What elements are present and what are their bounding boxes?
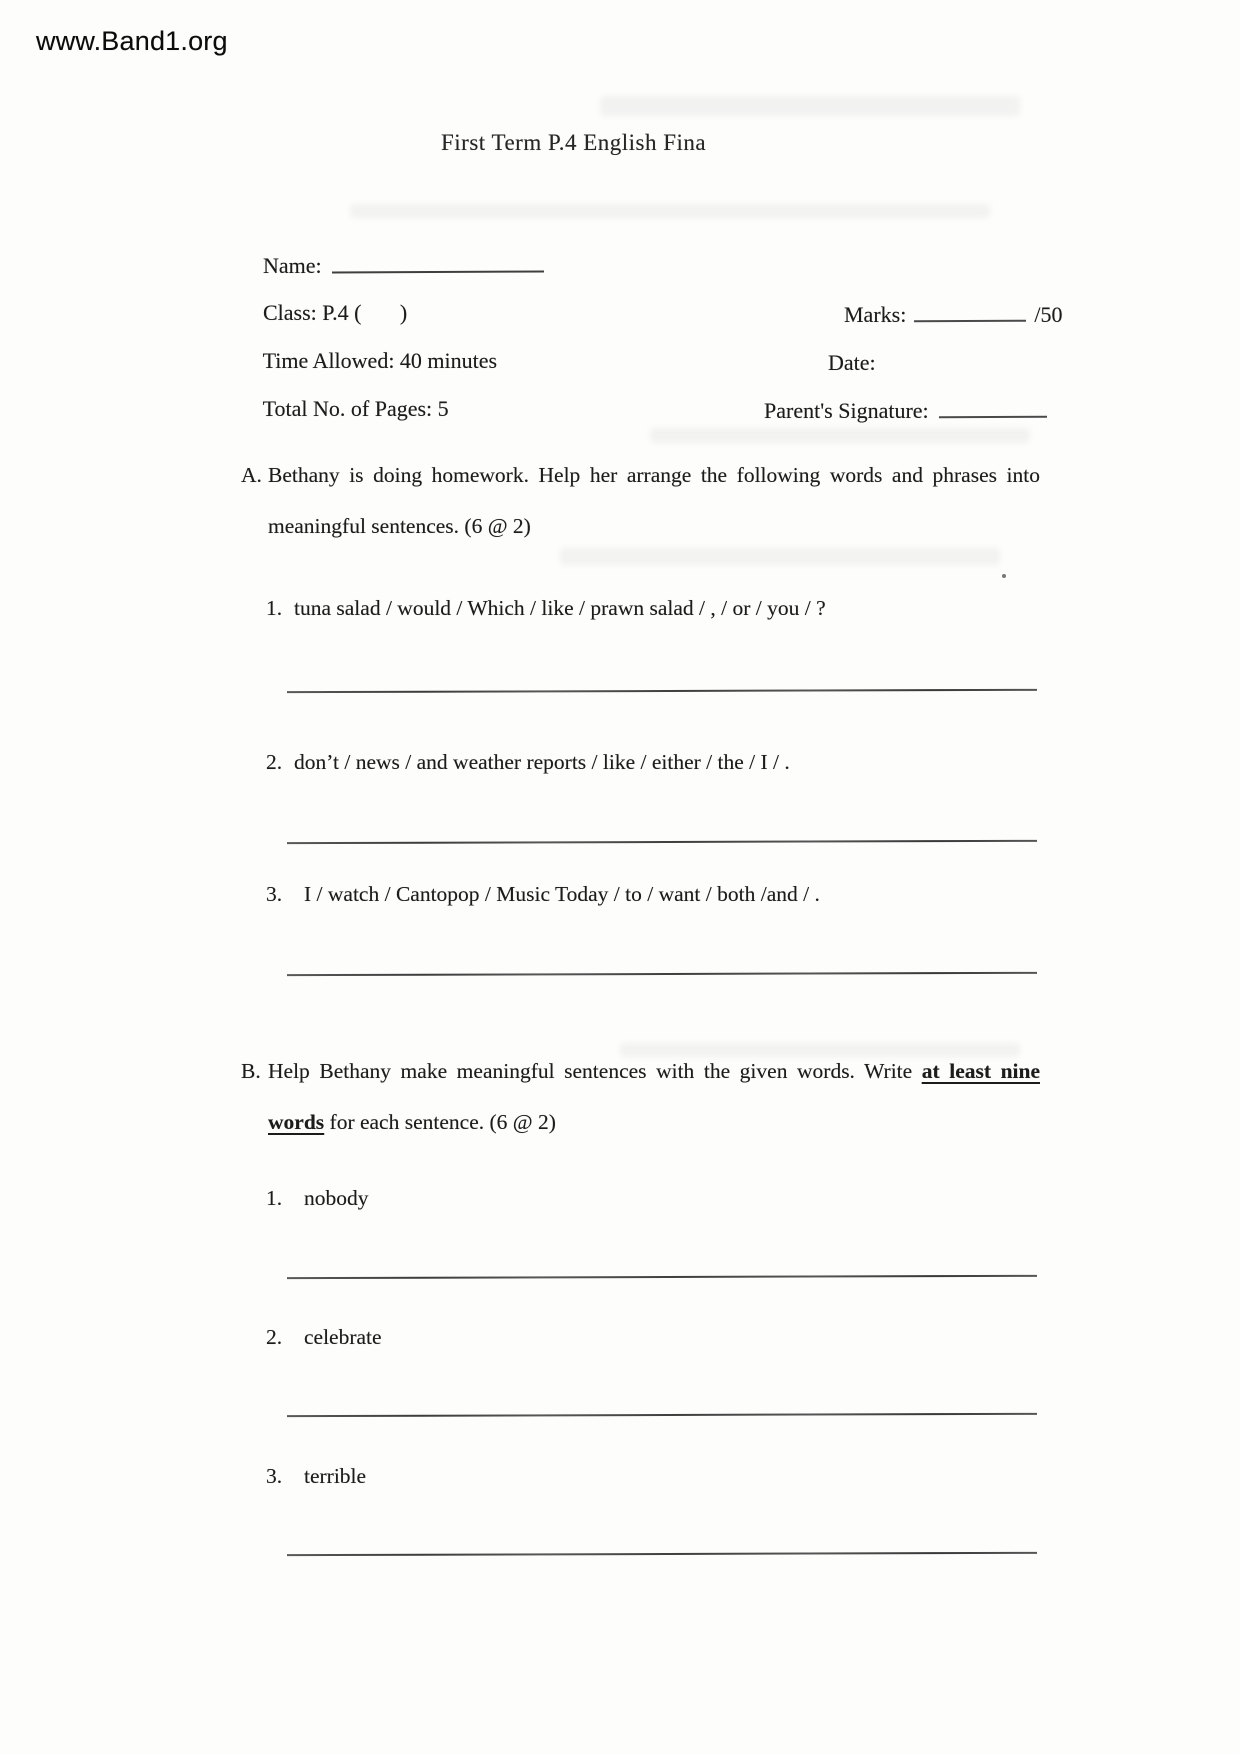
answer-line-b3 — [287, 1552, 1037, 1556]
question-a2-number: 2. — [266, 750, 283, 774]
page-title: First Term P.4 English Fina — [441, 130, 707, 155]
parent-signature-field — [742, 372, 1047, 450]
name-input-line — [332, 266, 544, 273]
question-a3-text: I / watch / Cantopop / Music Today / to / want / both /and / . — [304, 882, 820, 906]
question-b1 — [266, 1186, 369, 1211]
answer-line-b1 — [287, 1275, 1037, 1279]
section-b-instructions — [241, 1046, 1040, 1148]
section-b-instruction-before: Help Bethany make meaningful sentences with the given words. Write — [268, 1059, 922, 1083]
question-b1-number: 1. — [266, 1186, 283, 1210]
time-allowed-label: Time Allowed: 40 minutes — [262, 348, 498, 373]
parent-signature-line — [939, 412, 1047, 419]
question-a3-number: 3. — [266, 882, 283, 906]
question-b2 — [266, 1325, 382, 1350]
question-b2-number: 2. — [266, 1325, 283, 1349]
marks-input-line — [914, 316, 1026, 323]
scan-artifact — [600, 96, 1020, 116]
answer-line-a2 — [287, 840, 1037, 844]
marks-label: Marks: — [844, 302, 907, 327]
question-b1-text: nobody — [304, 1186, 369, 1210]
answer-line-b2 — [287, 1413, 1037, 1417]
date-label: Date: — [828, 350, 876, 375]
question-a2 — [266, 750, 790, 775]
class-label: Class: P.4 ( ) — [263, 300, 408, 325]
section-b-instruction-after: for each sentence. (6 @ 2) — [324, 1110, 556, 1134]
section-a-instructions — [241, 450, 1040, 552]
question-b3-text: terrible — [304, 1464, 367, 1488]
scan-artifact-dot — [1002, 574, 1006, 578]
section-b-instruction-emphasis: at least nine words — [268, 1059, 1040, 1134]
question-a1-text: tuna salad / would / Which / like / prawn salad / , / or / you / ? — [294, 596, 826, 620]
watermark-url: www.Band1.org — [36, 26, 228, 56]
total-pages-label: Total No. of Pages: 5 — [262, 396, 449, 421]
marks-denominator: /50 — [1034, 302, 1063, 327]
section-a-letter: A. — [241, 463, 262, 487]
question-a2-text: don’t / news / and weather reports / like / either / the / I / . — [294, 750, 790, 774]
section-b-letter: B. — [241, 1059, 261, 1083]
parent-signature-label: Parent's Signature: — [764, 398, 929, 423]
question-a1 — [266, 596, 826, 621]
question-a3 — [266, 882, 820, 907]
section-a-instruction-text: Bethany is doing homework. Help her arrange the following words and phrases into meaningful sentences. (6 @ 2) — [268, 463, 1040, 538]
scan-artifact — [350, 204, 990, 218]
question-b2-text: celebrate — [304, 1325, 382, 1349]
answer-line-a1 — [287, 689, 1037, 693]
question-a1-number: 1. — [266, 596, 283, 620]
answer-line-a3 — [287, 972, 1037, 976]
question-b3 — [266, 1464, 366, 1489]
total-pages-field — [241, 370, 449, 448]
question-b3-number: 3. — [266, 1464, 283, 1488]
name-label: Name: — [263, 253, 322, 278]
